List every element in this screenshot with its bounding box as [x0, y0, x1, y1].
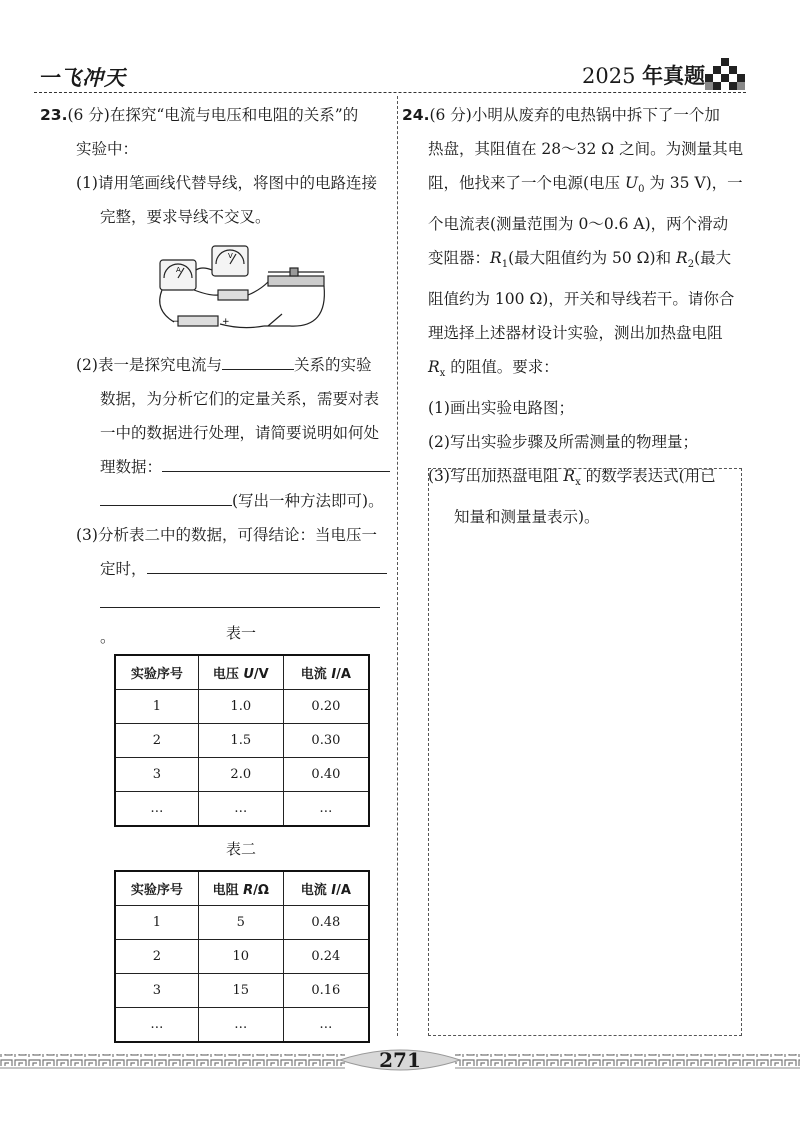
table-cell: 3	[115, 758, 198, 792]
q24-line1: (6 分)小明从废弃的电热锅中拆下了一个加	[429, 106, 720, 124]
battery-plus: +	[222, 317, 230, 327]
table-cell: 2	[115, 724, 198, 758]
table-cell: 5	[198, 906, 283, 940]
q24-req3-line2: 知量和测量量表示)。	[454, 508, 600, 527]
table-row	[115, 792, 369, 827]
table-cell: 3	[115, 974, 198, 1008]
q24-line2: 热盘，其阻值在 28～32 Ω 之间。为测量其电	[428, 140, 744, 158]
q24-line4: 个电流表(测量范围为 0～0.6 A)，两个滑动	[428, 215, 729, 234]
table2-header-cell: 电阻 R/Ω	[198, 871, 283, 906]
q24-var-r1: R	[490, 249, 502, 268]
table-cell: …	[198, 792, 283, 827]
q23-part2-line2: 数据，为分析它们的定量关系，需要对表	[100, 390, 380, 408]
table-cell: 1	[115, 690, 198, 724]
q24-var-r2: R	[676, 249, 688, 268]
circuit-figure	[150, 240, 340, 340]
answer-box[interactable]	[428, 468, 742, 1036]
table1-caption: 表一	[226, 624, 257, 642]
q23-part1-line2: 完整，要求导线不交叉。	[100, 208, 271, 226]
table-row	[115, 690, 369, 724]
voltmeter-label: V	[228, 252, 233, 260]
table-row	[115, 940, 369, 974]
table-row	[115, 906, 369, 940]
table-cell: 1.5	[198, 724, 283, 758]
q23-stem-line2: 实验中：	[76, 140, 139, 158]
page-number: 271	[379, 1048, 421, 1072]
table-cell: …	[198, 1008, 283, 1043]
header-title-rest: 年真题	[642, 63, 706, 88]
table-row	[115, 1008, 369, 1043]
q24-var-u-sub: 0	[638, 184, 645, 196]
q23-part3-blank2[interactable]	[100, 589, 380, 608]
q23-part1-line1: (1)请用笔画线代替导线，将图中的电路连接	[76, 174, 377, 192]
q23-stem-line1: (6 分)在探究“电流与电压和电阻的关系”的	[67, 106, 359, 124]
table1-header-cell: 电流 I/A	[283, 655, 369, 690]
q23-number: 23.	[40, 106, 68, 124]
q24-var-rx-sub: x	[439, 368, 446, 380]
q23-part2-a: (2)表一是探究电流与	[76, 356, 222, 374]
checker-decoration	[705, 58, 745, 90]
q23-part3-line1: (3)分析表二中的数据，可得结论：当电压一	[76, 526, 377, 544]
q24-req1: (1)画出实验电路图；	[428, 399, 574, 418]
q24-line5-a: 变阻器：	[428, 249, 491, 268]
table-cell: 2.0	[198, 758, 283, 792]
header-year: 2025	[582, 64, 636, 88]
q24-line8: 的阻值。要求：	[445, 358, 559, 377]
q24-line7: 理选择上述器材设计实验，测出加热盘电阻	[428, 324, 723, 343]
table-cell: …	[115, 792, 198, 827]
table-cell: 0.20	[283, 690, 369, 724]
table-cell: 0.16	[283, 974, 369, 1008]
table2-header-row	[115, 871, 369, 906]
table2	[114, 870, 370, 1043]
q23-part3-blank1[interactable]	[147, 555, 387, 574]
battery-minus: −	[172, 317, 180, 327]
q23-part2-line5: (写出一种方法即可)。	[232, 492, 384, 510]
q23-part2-line4: 理数据：	[100, 458, 163, 476]
q24-req3-a: (3)写出加热盘电阻	[428, 467, 564, 486]
q24-req2: (2)写出实验步骤及所需测量的物理量；	[428, 433, 698, 452]
q24-var-u: U	[624, 174, 639, 192]
header-title	[582, 60, 705, 90]
table2-caption: 表二	[226, 840, 257, 858]
question-23	[40, 98, 390, 234]
q24-req3-b: 的数学表达式(用已	[580, 467, 716, 486]
header-rule	[34, 92, 746, 93]
table-cell: 0.40	[283, 758, 369, 792]
table-cell: 1	[115, 906, 198, 940]
q24-line5-c: (最大	[694, 249, 732, 268]
q24-line3-b: 为 35 V)，一	[644, 174, 743, 192]
table-cell: 0.24	[283, 940, 369, 974]
table-cell: …	[283, 1008, 369, 1043]
table1-header-cell: 实验序号	[115, 655, 198, 690]
q24-line3-a: 阻，他找来了一个电源(电压	[428, 174, 625, 192]
table-row	[115, 758, 369, 792]
table-row	[115, 724, 369, 758]
table-cell: …	[283, 792, 369, 827]
table2-header-cell: 电流 I/A	[283, 871, 369, 906]
q24-req3-sub: x	[575, 477, 581, 489]
brand-logo: 一飞冲天	[38, 66, 126, 90]
table-cell: 0.48	[283, 906, 369, 940]
q24-number: 24.	[402, 106, 430, 124]
q24-line6: 阻值约为 100 Ω)，开关和导线若干。请你合	[428, 290, 735, 309]
table1-header-row	[115, 655, 369, 690]
q23-part3-line2: 定时，	[100, 560, 147, 578]
q24-var-r2-sub: 2	[687, 259, 695, 271]
q24-var-r1-sub: 1	[501, 259, 509, 271]
q23-part3-end: 。	[100, 628, 116, 646]
table-cell: 2	[115, 940, 198, 974]
table-cell: 0.30	[283, 724, 369, 758]
q24-req3-var: R	[563, 467, 576, 486]
column-divider	[397, 96, 398, 1036]
table-cell: 1.0	[198, 690, 283, 724]
q23-part2-b: 关系的实验	[293, 356, 372, 374]
q23-part2-blank3[interactable]	[100, 487, 232, 506]
q23-part2	[76, 348, 390, 518]
ammeter-label: A	[176, 266, 181, 274]
table2-header-cell: 实验序号	[115, 871, 198, 906]
q24-line5-b: (最大阻值约为 50 Ω)和	[508, 249, 677, 268]
table-cell: …	[115, 1008, 198, 1043]
q23-part2-blank2[interactable]	[162, 453, 390, 472]
table1	[114, 654, 370, 827]
table-row	[115, 974, 369, 1008]
q23-part2-blank1[interactable]	[222, 351, 294, 370]
q24-var-rx: R	[428, 358, 440, 377]
table-cell: 15	[198, 974, 283, 1008]
table1-header-cell: 电压 U/V	[198, 655, 283, 690]
table-cell: 10	[198, 940, 283, 974]
q23-part2-line3: 一中的数据进行处理，请简要说明如何处	[100, 424, 380, 442]
